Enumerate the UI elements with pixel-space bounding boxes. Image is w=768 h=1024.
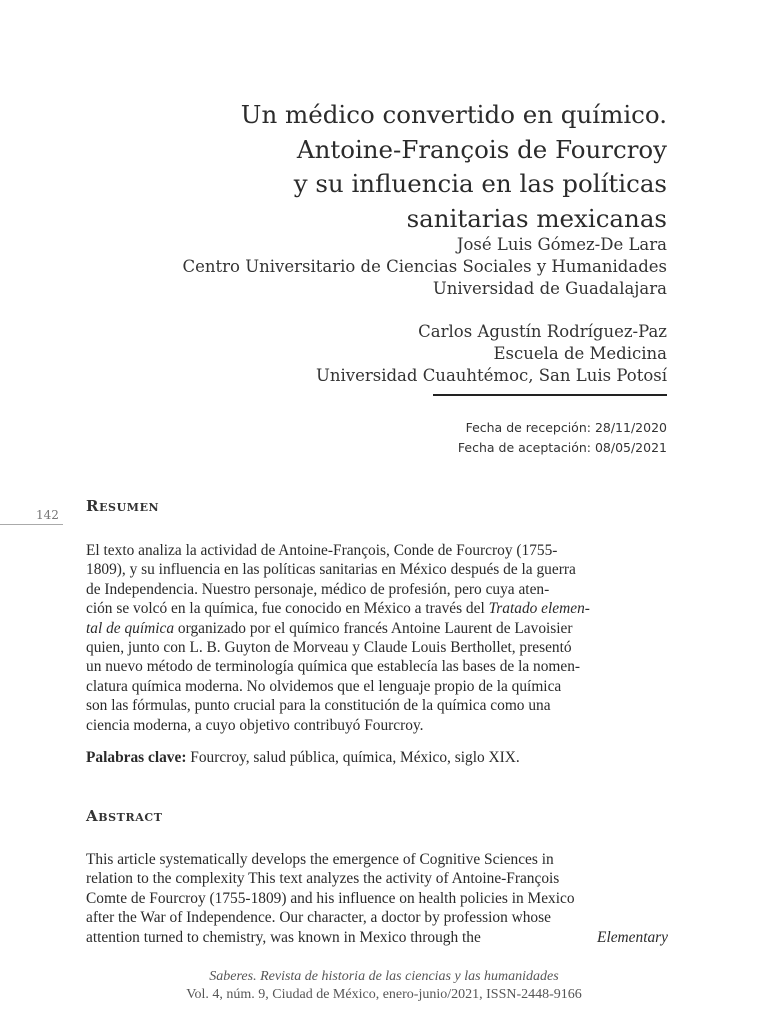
resumen-heading: Resumen <box>86 497 160 515</box>
text-line: after the War of Independence. Our character, a doctor by profession whose <box>86 909 551 927</box>
abstract-heading: Abstract <box>86 807 163 825</box>
text-line: un nuevo método de terminología química que establecía las bases de la nomen- <box>86 658 581 676</box>
text-line: de Independencia. Nuestro personaje, médico de profesión, pero cuya aten- <box>86 580 550 598</box>
text-line: attention turned to chemistry, was known in Mexico through the <box>86 928 485 946</box>
text-line: 1809), y su influencia en las políticas sanitarias en México después de la guerra <box>86 561 576 579</box>
journal-name: Saberes. Revista de historia de las ciencias y las humanidades <box>209 969 559 984</box>
text-line: organizado por el químico francés Antoine Laurent de Lavoisier <box>174 619 573 637</box>
received-date: Fecha de recepción: 28/11/2020 <box>465 420 667 435</box>
book-title: Elementary <box>597 928 668 946</box>
author-affiliation: Universidad de Guadalajara <box>432 279 667 298</box>
text-line: ción se volcó en la química, fue conocido en México a través del <box>86 600 489 618</box>
page-number-rule <box>0 524 63 525</box>
keywords <box>86 748 668 767</box>
dates-block <box>347 418 667 458</box>
book-title: tal de química <box>86 619 175 637</box>
text-line: quien, junto con L. B. Guyton de Morveau y Claude Louis Berthollet, presentó <box>86 639 572 657</box>
author-block <box>107 234 667 387</box>
author-affiliation: Universidad Cuauhtémoc, San Luis Potosí <box>315 366 667 385</box>
article-title <box>147 98 667 236</box>
title-line: y su influencia en las políticas <box>293 169 667 198</box>
author-affiliation: Centro Universitario de Ciencias Sociales y Humanidades <box>182 257 667 276</box>
text-line: ciencia moderna, a cuyo objetivo contribuyó Fourcroy. <box>86 716 424 734</box>
journal-footer <box>0 968 768 1004</box>
abstract-paragraph <box>86 850 668 947</box>
title-line: Un médico convertido en químico. <box>240 100 667 129</box>
keywords-text: Fourcroy, salud pública, química, México, siglo XIX. <box>186 749 520 766</box>
text-line: son las fórmulas, punto crucial para la constitución de la química como una <box>86 697 551 715</box>
text-line: El texto analiza la actividad de Antoine-François, Conde de Fourcroy (1755- <box>86 542 558 559</box>
text-line: Comte de Fourcroy (1755-1809) and his influence on health policies in Mexico <box>86 889 575 907</box>
author-affiliation: Escuela de Medicina <box>493 344 667 363</box>
accepted-date: Fecha de aceptación: 08/05/2021 <box>457 440 667 455</box>
resumen-paragraph <box>86 541 668 735</box>
text-line: This article systematically develops the emergence of Cognitive Sciences in <box>86 851 554 868</box>
separator-rule <box>433 394 667 396</box>
title-line: sanitarias mexicanas <box>406 203 667 233</box>
journal-volume: Vol. 4, núm. 9, Ciudad de México, enero-junio/2021, ISSN-2448-9166 <box>186 987 582 1002</box>
book-title: Tratado elemen- <box>488 600 590 618</box>
text-line: relation to the complexity This text analyzes the activity of Antoine-François <box>86 870 560 888</box>
page-number: 142 <box>36 508 59 522</box>
title-line: Antoine-François de Fourcroy <box>296 134 667 164</box>
text-line: clatura química moderna. No olvidemos que el lenguaje propio de la química <box>86 677 562 695</box>
author-name: José Luis Gómez-De Lara <box>456 235 667 254</box>
keywords-label: Palabras clave: <box>86 749 187 766</box>
author-name: Carlos Agustín Rodríguez-Paz <box>418 322 667 341</box>
